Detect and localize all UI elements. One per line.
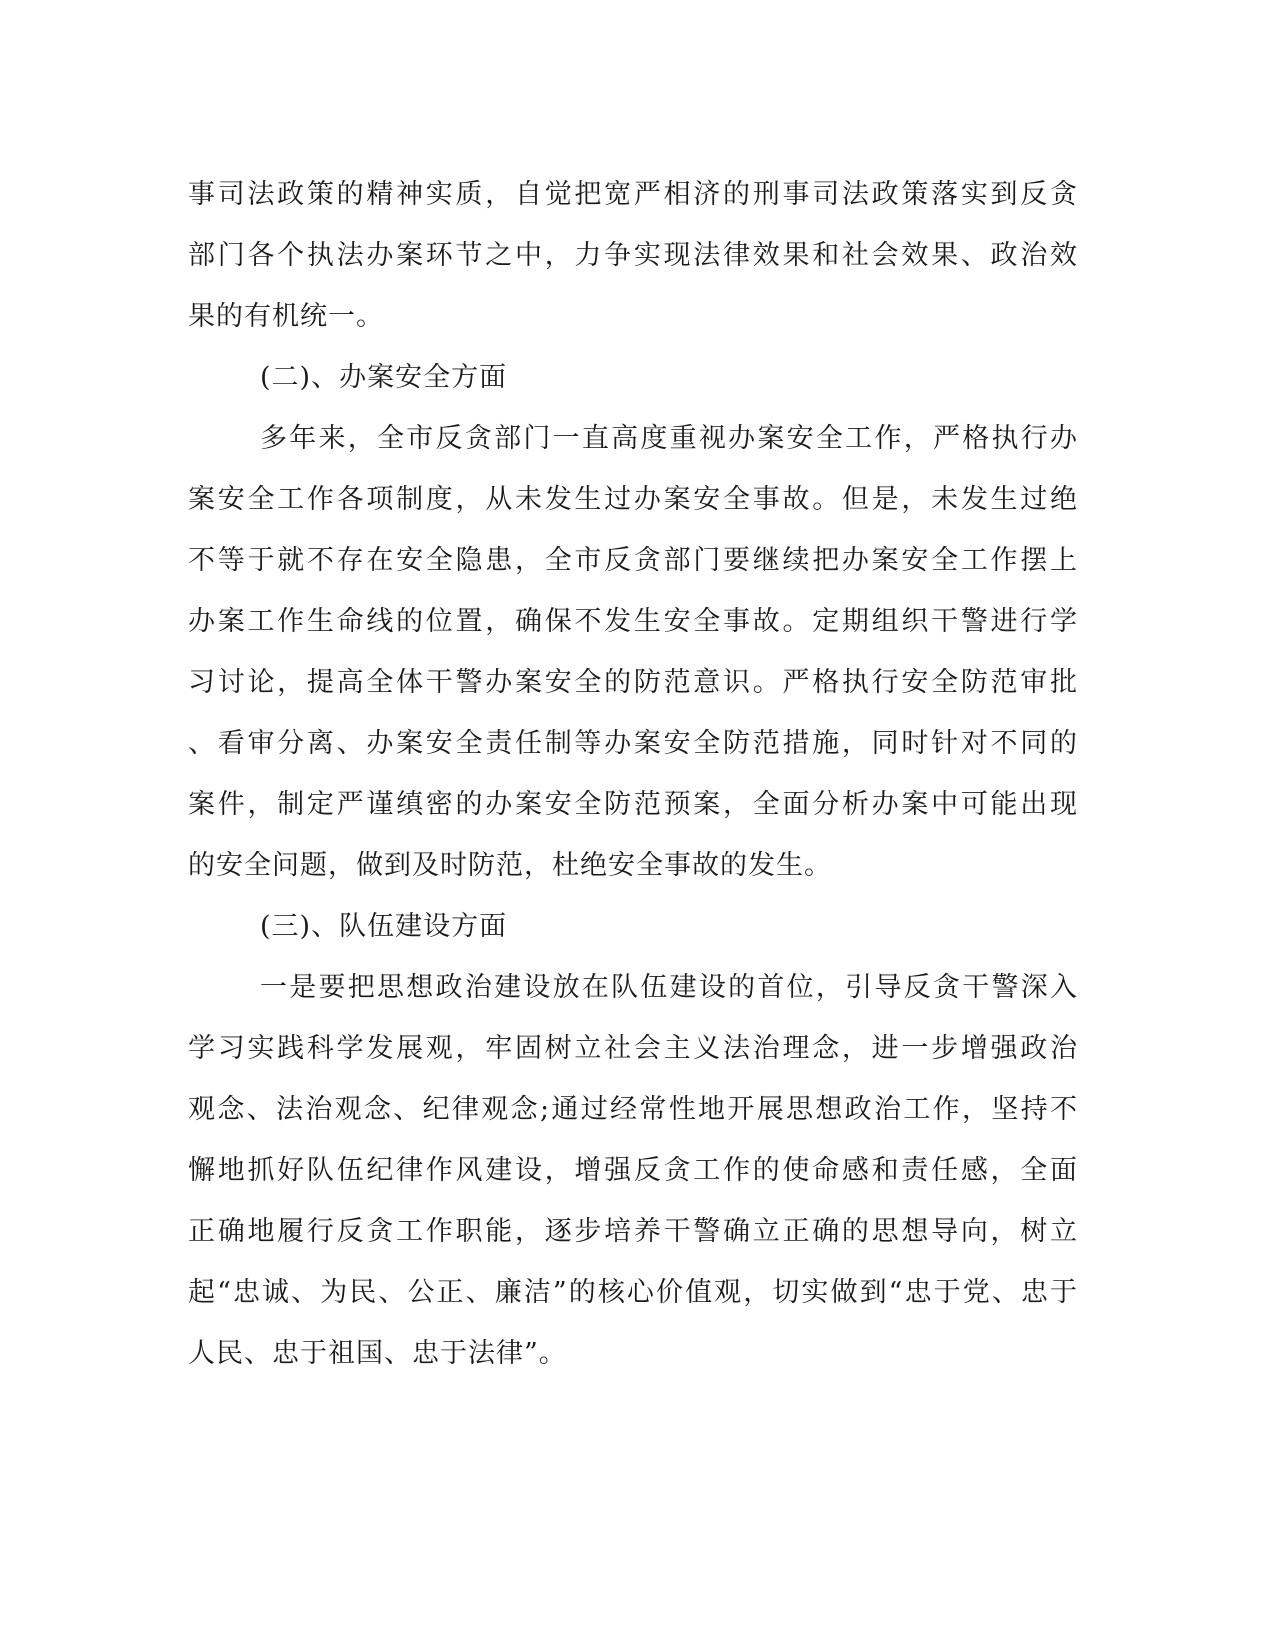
text-line: 懈地抓好队伍纪律作风建设，增强反贪工作的使命感和责任感，全面 — [188, 1155, 1078, 1186]
text-line: 观念、法治观念、纪律观念;通过经常性地开展思想政治工作，坚持不 — [188, 1094, 1078, 1125]
text-line: 学习实践科学发展观，牢固树立社会主义法治理念，进一步增强政治 — [188, 1033, 1078, 1064]
text-line: 案安全工作各项制度，从未发生过办案安全事故。但是，未发生过绝 — [188, 484, 1078, 515]
text-line: 事司法政策的精神实质，自觉把宽严相济的刑事司法政策落实到反贪 — [188, 179, 1078, 210]
text-line: 不等于就不存在安全隐患，全市反贪部门要继续把办案安全工作摆上 — [188, 545, 1078, 576]
document-body — [188, 164, 1078, 1384]
text-line: 、看审分离、办案安全责任制等办案安全防范措施，同时针对不同的 — [188, 728, 1078, 759]
text-line: 习讨论，提高全体干警办案安全的防范意识。严格执行安全防范审批 — [188, 667, 1078, 698]
text-line: 一是要把思想政治建设放在队伍建设的首位，引导反贪干警深入 — [260, 972, 1078, 1003]
text-line: 案件，制定严谨缜密的办案安全防范预案，全面分析办案中可能出现 — [188, 789, 1078, 820]
text-line: 多年来，全市反贪部门一直高度重视办案安全工作，严格执行办 — [260, 423, 1078, 454]
section-heading: (三)、队伍建设方面 — [260, 911, 508, 942]
text-line: 的安全问题，做到及时防范，杜绝安全事故的发生。 — [188, 850, 832, 881]
text-line: 果的有机统一。 — [188, 301, 384, 332]
text-line: 正确地履行反贪工作职能，逐步培养干警确立正确的思想导向，树立 — [188, 1216, 1078, 1247]
text-line: 人民、忠于祖国、忠于法律”。 — [188, 1338, 567, 1369]
section-heading: (二)、办案安全方面 — [260, 362, 508, 393]
text-line: 起“忠诚、为民、公正、廉洁”的核心价值观，切实做到“忠于党、忠于 — [188, 1277, 1078, 1308]
text-line: 办案工作生命线的位置，确保不发生安全事故。定期组织干警进行学 — [188, 606, 1078, 637]
text-line: 部门各个执法办案环节之中，力争实现法律效果和社会效果、政治效 — [188, 240, 1078, 271]
